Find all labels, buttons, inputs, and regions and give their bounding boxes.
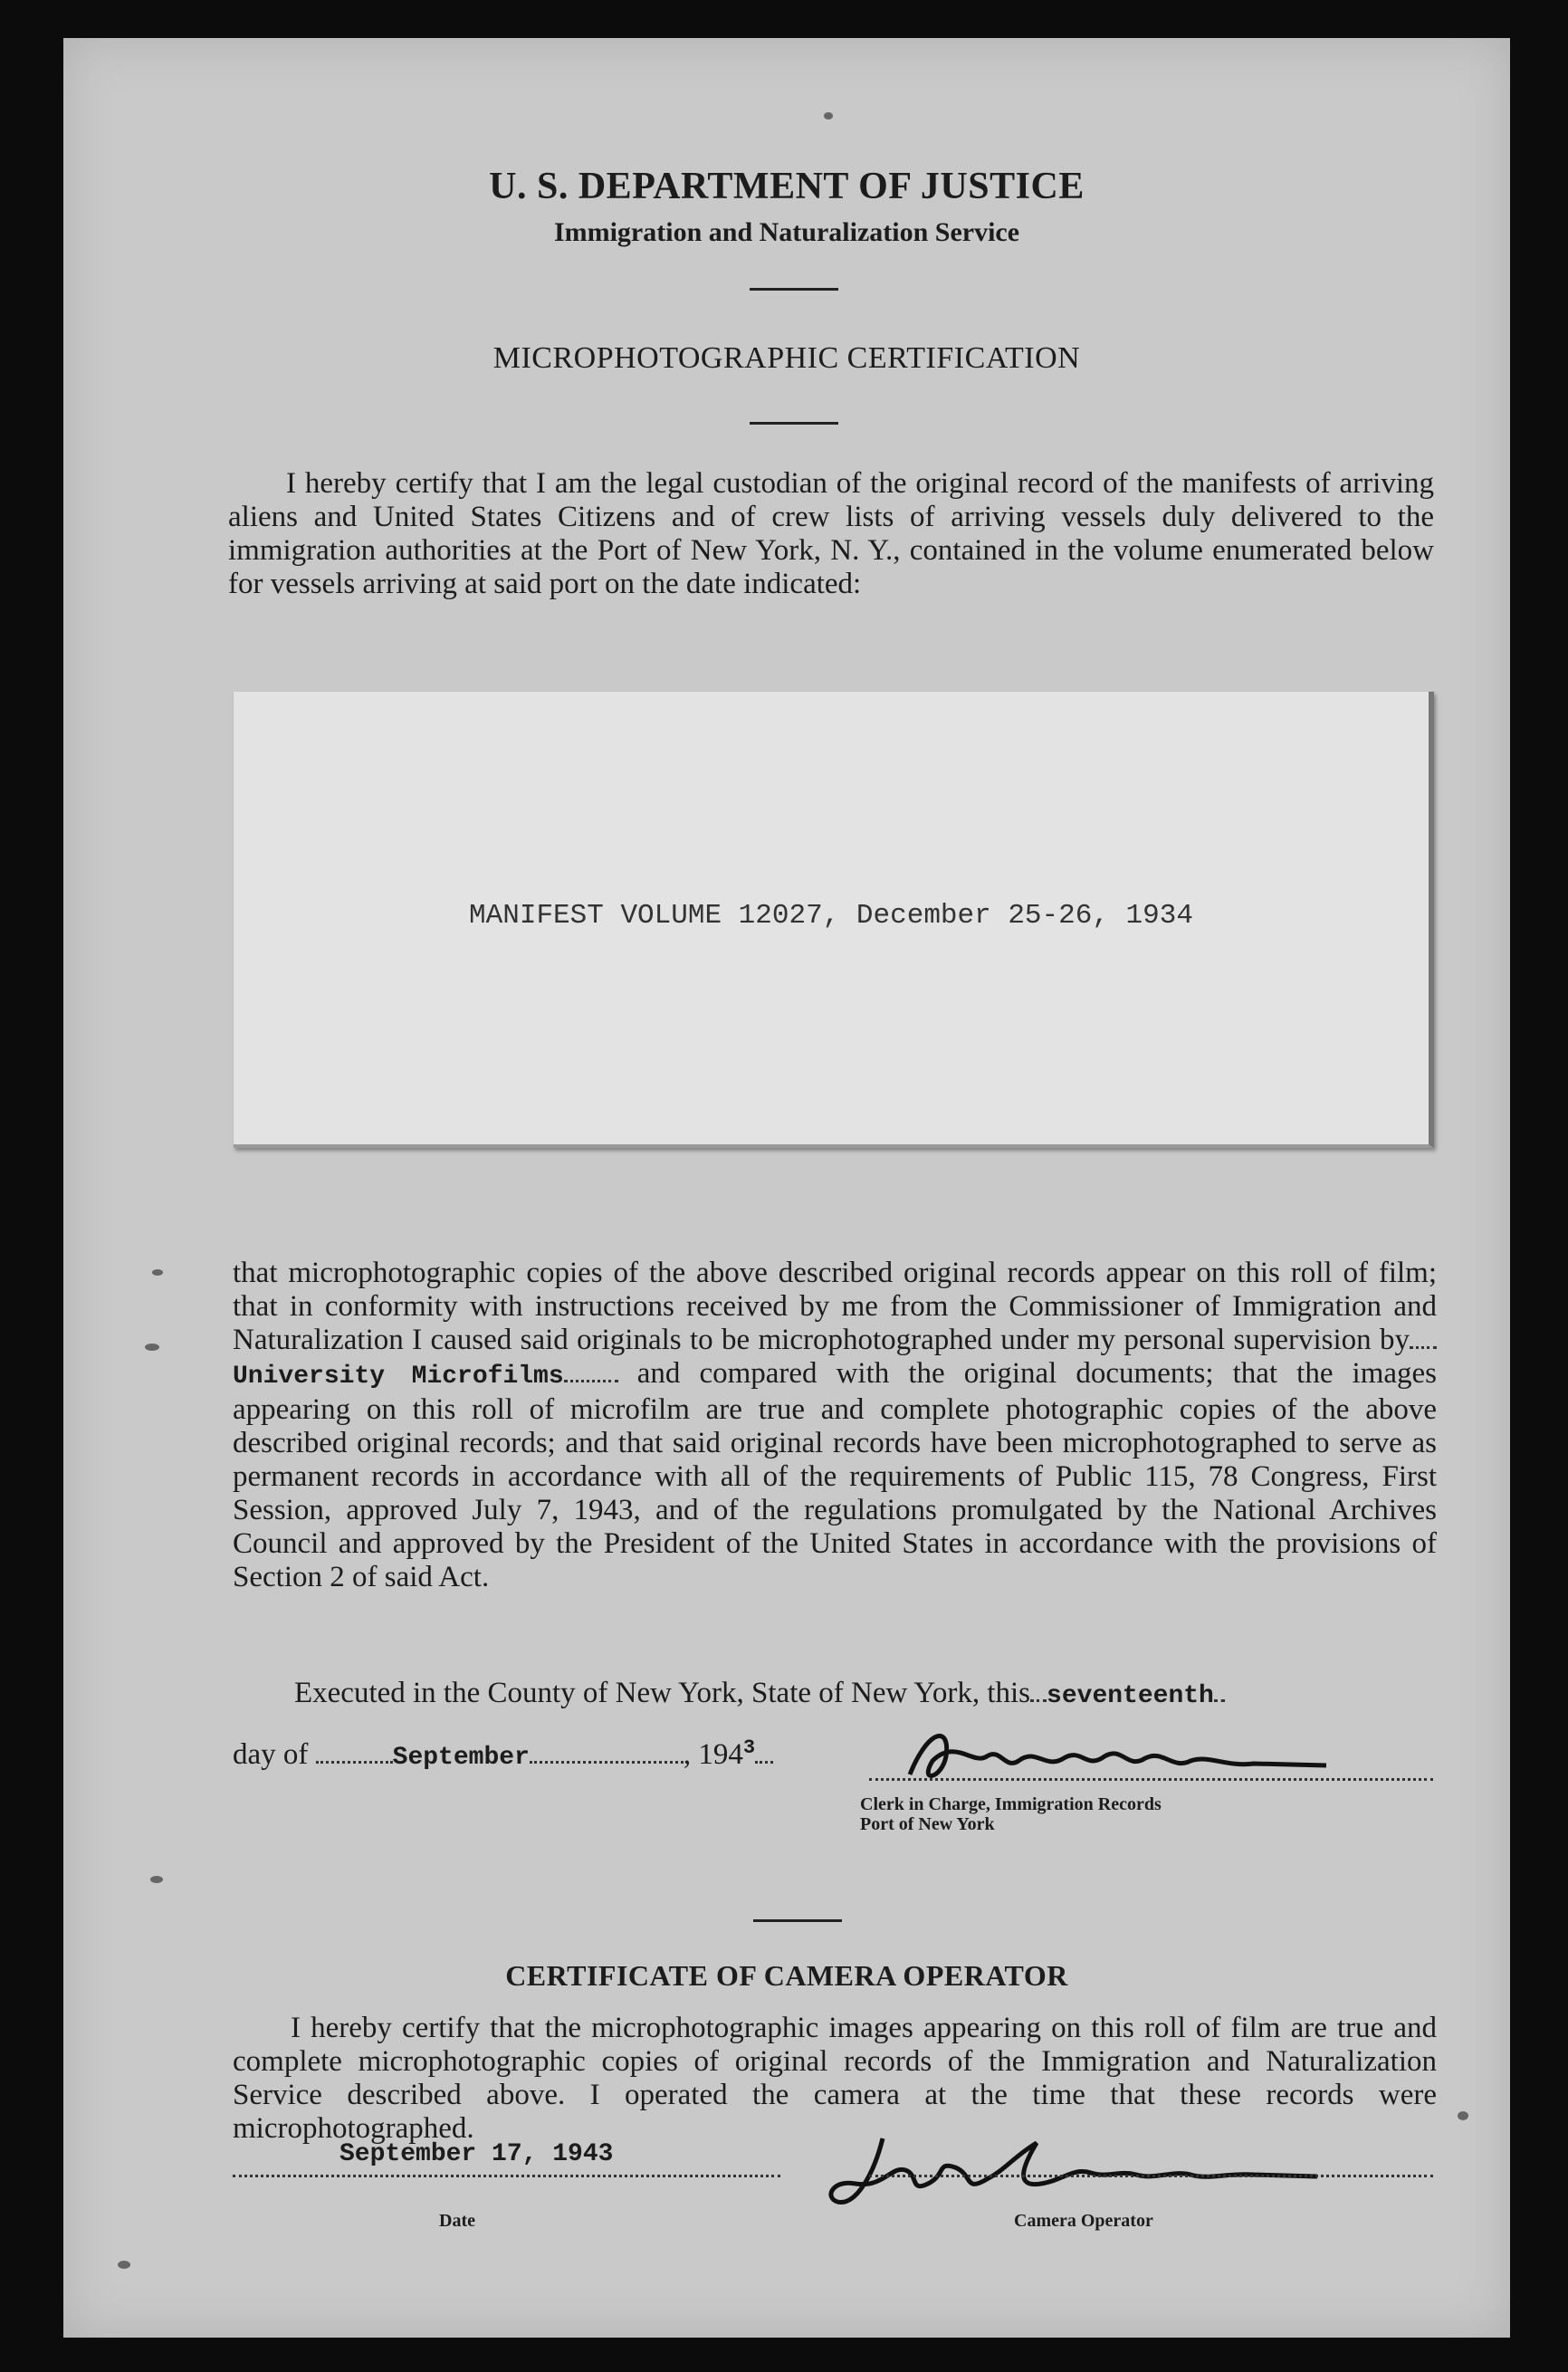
certification-body	[233, 1257, 1437, 1594]
film-speck	[152, 1269, 163, 1276]
certification-heading: MICROPHOTOGRAPHIC CERTIFICATION	[492, 341, 1081, 375]
photographer-value: University Microfilms	[233, 1363, 564, 1391]
day-of-label: day of	[233, 1738, 309, 1771]
certificate-page	[63, 38, 1510, 2338]
service-subtitle: Immigration and Naturalization Service	[553, 217, 1020, 247]
execution-day: seventeenth	[1047, 1682, 1214, 1710]
body-part-2: and compared with the original documents; that the images appearing on this roll of microfilm are true and complete photographic copies of the above described original records; and that said original records have been microphotographed to serve as permanent records in accordance with all of the requirements of Public 115, 78 Congress, First Session, approved July 7, 1943, and of the regulations promulgated by the National Archives Council and approved by the President of the United States in accordance with the provisions of Section 2 of said Act.	[233, 1357, 1437, 1593]
clerk-location: Port of New York	[860, 1814, 995, 1834]
divider-mid	[750, 422, 838, 425]
camera-operator-signature	[819, 2120, 1326, 2220]
clerk-label	[860, 1794, 1162, 1834]
clerk-signature	[901, 1720, 1335, 1793]
body-part-1: that microphotographic copies of the above described original records appear on this roll of film; that in conformity with instructions received by me from the Commissioner of Immigration and Naturalization I caused said originals to be microphotographed under my personal supervision by	[233, 1257, 1437, 1356]
year-digit: 3	[742, 1736, 756, 1759]
execution-prefix: Executed in the County of New York, State of New York, this	[294, 1677, 1031, 1709]
divider-top	[750, 288, 838, 291]
clerk-title: Clerk in Charge, Immigration Records	[860, 1794, 1162, 1814]
camera-certificate-title: CERTIFICATE OF CAMERA OPERATOR	[505, 1959, 1068, 1992]
film-speck	[1458, 2111, 1468, 2120]
camera-certificate-statement: I hereby certify that the microphotographic images appearing on this roll of film are true and complete microphotographic copies of original records of the Immigration and Naturalization Service described above. I operated the camera at the time that these records were microphotographed.	[233, 2012, 1437, 2145]
camera-operator-line	[869, 2175, 1433, 2177]
execution-month: September	[392, 1744, 530, 1772]
date-label: Date	[439, 2211, 475, 2231]
manifest-volume-slip	[234, 692, 1434, 1148]
film-speck	[145, 1344, 159, 1351]
month-line: day of September , $194^3$	[233, 1736, 773, 1772]
date-line	[233, 2175, 780, 2177]
year-prefix: 194	[698, 1738, 743, 1771]
film-speck	[150, 1876, 163, 1883]
execution-line	[294, 1677, 1225, 1710]
manifest-volume-label: MANIFEST VOLUME 12027, December 25-26, 1934	[469, 900, 1193, 932]
divider-bottom	[753, 1919, 842, 1922]
camera-operator-label: Camera Operator	[1014, 2211, 1153, 2231]
custodian-statement: I hereby certify that I am the legal custodian of the original record of the manifests of arriving aliens and United States Citizens and of crew lists of arriving vessels duly delivered to the immigration authorities at the Port of New York, N. Y., contained in the volume enumerated below for vessels arriving at said port on the date indicated:	[228, 467, 1434, 600]
film-speck	[118, 2261, 130, 2269]
department-title: U. S. DEPARTMENT OF JUSTICE	[489, 166, 1085, 207]
camera-date-value: September 17, 1943	[339, 2140, 614, 2168]
film-speck	[824, 112, 833, 120]
clerk-signature-line	[869, 1778, 1433, 1781]
